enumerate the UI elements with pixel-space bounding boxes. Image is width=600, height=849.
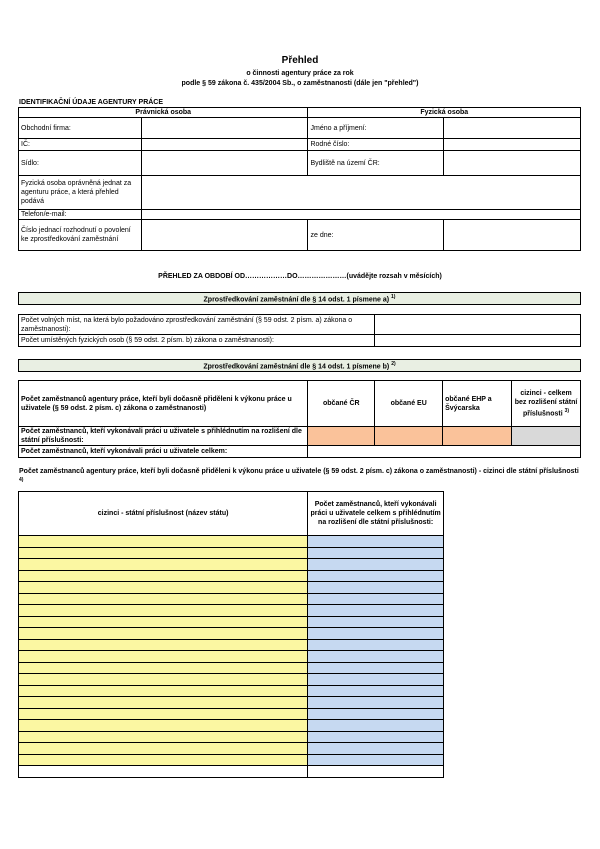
- foreigners-header: [512, 381, 581, 427]
- section-b-footnote-ref: 2): [391, 361, 396, 367]
- business-name-label: Obchodní firma:: [19, 118, 142, 139]
- table-row: [19, 697, 444, 709]
- employee-count-field[interactable]: [308, 616, 444, 628]
- table-row: [19, 628, 444, 640]
- foreigners-footnote-ref: 3): [564, 407, 570, 414]
- table-row: [19, 536, 444, 548]
- from-date-label: ze dne:: [308, 220, 444, 251]
- vacancies-field[interactable]: [375, 315, 581, 335]
- employee-count-field[interactable]: [308, 605, 444, 617]
- employee-count-field[interactable]: [308, 662, 444, 674]
- foreigners-table: [18, 491, 444, 778]
- table-row: [19, 605, 444, 617]
- citizenship-field[interactable]: [19, 628, 308, 640]
- employee-count-field[interactable]: [308, 697, 444, 709]
- foreigners-header-text: cizinci - celkem bez rozlišení státní příslušnosti: [514, 389, 578, 418]
- title-line-2: podle § 59 zákona č. 435/2004 Sb., o zaměstnanosti (dále jen "přehled"): [181, 80, 419, 87]
- employee-count-field[interactable]: [308, 754, 444, 766]
- employee-count-field[interactable]: [308, 628, 444, 640]
- table-row: [19, 616, 444, 628]
- from-date-field[interactable]: [444, 220, 581, 251]
- birth-number-label: Rodné číslo:: [308, 139, 444, 151]
- section-c-footnote-ref: 4): [19, 477, 24, 483]
- employee-count-field[interactable]: [308, 536, 444, 548]
- ico-label: IČ:: [19, 139, 142, 151]
- placed-persons-label: Počet umístěných fyzických osob (§ 59 odst. 2 písm. b) zákona o zaměstnanosti):: [19, 335, 375, 347]
- employee-count-field[interactable]: [308, 582, 444, 594]
- citizenship-field[interactable]: [19, 651, 308, 663]
- section-b-heading: [19, 360, 581, 372]
- table-row: [19, 708, 444, 720]
- assigned-employees-header: Počet zaměstnanců agentury práce, kteří byli dočasně přiděleni k výkonu práce u uživatele (§ 59 odst. 2 písm. c) zákona o zaměstnanosti): [19, 381, 308, 427]
- total-employees-field[interactable]: [308, 446, 581, 458]
- eea-citizens-header: občané EHP a Švýcarska: [443, 381, 512, 427]
- by-citizenship-eea-field[interactable]: [443, 427, 512, 446]
- section-a-table: [18, 314, 581, 347]
- section-c-heading: [19, 467, 579, 487]
- reference-number-label: Číslo jednací rozhodnutí o povolení ke zprostředkování zaměstnání: [19, 220, 142, 251]
- birth-number-field[interactable]: [444, 139, 581, 151]
- citizenship-field[interactable]: [19, 559, 308, 571]
- employee-count-field[interactable]: [308, 685, 444, 697]
- table-row: [19, 570, 444, 582]
- table-row: [19, 685, 444, 697]
- phone-email-label: Telefon/e-mail:: [19, 210, 142, 220]
- citizenship-field[interactable]: [19, 593, 308, 605]
- section-c-heading-text: Počet zaměstnanců agentury práce, kteří byli dočasně přiděleni k výkonu práce u uživatele (§ 59 odst. 2 písm. c) zákona o zaměstnanosti) - cizinci dle státní příslušnosti: [19, 468, 579, 475]
- employee-count-column-header: Počet zaměstnanců, kteří vykonávali práci u uživatele celkem s přihlédnutím na rozlišení dle státní příslušnosti:: [308, 492, 444, 536]
- section-a-heading: [19, 293, 581, 305]
- employee-count-field[interactable]: [308, 593, 444, 605]
- phone-email-field[interactable]: [141, 210, 580, 220]
- table-row: [19, 662, 444, 674]
- placed-persons-field[interactable]: [375, 335, 581, 347]
- table-row: [19, 547, 444, 559]
- by-citizenship-cz-field[interactable]: [308, 427, 375, 446]
- employee-count-field[interactable]: [308, 720, 444, 732]
- citizenship-field[interactable]: [19, 536, 308, 548]
- citizenship-field[interactable]: [19, 731, 308, 743]
- citizenship-field[interactable]: [19, 708, 308, 720]
- citizenship-field[interactable]: [19, 570, 308, 582]
- section-b-heading-text: Zprostředkování zaměstnání dle § 14 odst. 1 písmene b): [203, 363, 390, 371]
- authorized-person-field[interactable]: [141, 176, 580, 210]
- identification-table: [18, 107, 581, 251]
- citizenship-field[interactable]: [19, 674, 308, 686]
- legal-person-header: Právnická osoba: [19, 108, 308, 118]
- citizenship-field[interactable]: [19, 547, 308, 559]
- citizenship-field[interactable]: [19, 754, 308, 766]
- citizenship-field[interactable]: [19, 639, 308, 651]
- period-line: PŘEHLED ZA OBDOBÍ OD………………DO…………………(uvádějte rozsah v měsících): [158, 273, 442, 280]
- seat-field[interactable]: [141, 151, 308, 176]
- name-surname-field[interactable]: [444, 118, 581, 139]
- section-a-header-box: [18, 292, 581, 305]
- vacancies-label: Počet volných míst, na která bylo požadováno zprostředkování zaměstnání (§ 59 odst. 2 písm. a) zákona o zaměstnanosti):: [19, 315, 375, 335]
- authorized-person-label: Fyzická osoba oprávněná jednat za agenturu práce, a která přehled podává: [19, 176, 142, 210]
- table-row: [19, 720, 444, 732]
- employee-count-field[interactable]: [308, 708, 444, 720]
- seat-label: Sídlo:: [19, 151, 142, 176]
- name-surname-label: Jméno a příjmení:: [308, 118, 444, 139]
- table-row: [19, 754, 444, 766]
- eu-citizens-header: občané EU: [375, 381, 443, 427]
- citizenship-field[interactable]: [19, 697, 308, 709]
- title-line-1: o činnosti agentury práce za rok: [246, 70, 354, 77]
- section-b-header-box: [18, 359, 581, 372]
- section-a-heading-text: Zprostředkování zaměstnání dle § 14 odst. 1 písmene a): [203, 296, 390, 304]
- page-title: Přehled: [281, 55, 319, 66]
- citizenship-field[interactable]: [19, 720, 308, 732]
- table-row: [19, 731, 444, 743]
- table-row: [19, 743, 444, 755]
- by-citizenship-eu-field[interactable]: [375, 427, 443, 446]
- employee-count-field[interactable]: [308, 766, 444, 778]
- employee-count-field[interactable]: [308, 743, 444, 755]
- business-name-field[interactable]: [141, 118, 308, 139]
- section-a-footnote-ref: 1): [391, 294, 396, 300]
- table-row: [19, 766, 444, 778]
- residence-label: Bydliště na území ČR:: [308, 151, 444, 176]
- citizenship-column-header: cizinci - státní příslušnost (název státu): [19, 492, 308, 536]
- employee-count-field[interactable]: [308, 570, 444, 582]
- citizenship-field[interactable]: [19, 605, 308, 617]
- residence-field[interactable]: [444, 151, 581, 176]
- ico-field[interactable]: [141, 139, 308, 151]
- citizenship-field[interactable]: [19, 582, 308, 594]
- reference-number-field[interactable]: [141, 220, 308, 251]
- cz-citizens-header: občané ČR: [308, 381, 375, 427]
- citizenship-field[interactable]: [19, 685, 308, 697]
- identification-heading: IDENTIFIKAČNÍ ÚDAJE AGENTURY PRÁCE: [19, 99, 164, 106]
- total-employees-label: Počet zaměstnanců, kteří vykonávali práci u uživatele celkem:: [19, 446, 308, 458]
- table-row: [19, 651, 444, 663]
- citizenship-field[interactable]: [19, 743, 308, 755]
- by-citizenship-label: Počet zaměstnanců, kteří vykonávali práci u uživatele s přihlédnutím na rozlišení dle státní příslušnosti:: [19, 427, 308, 446]
- employee-count-field[interactable]: [308, 651, 444, 663]
- table-row: [19, 559, 444, 571]
- employee-count-field[interactable]: [308, 674, 444, 686]
- table-row: [19, 582, 444, 594]
- employee-count-field[interactable]: [308, 559, 444, 571]
- citizenship-field[interactable]: [19, 662, 308, 674]
- citizenship-field[interactable]: [19, 616, 308, 628]
- section-b-table: [18, 380, 581, 458]
- employee-count-field[interactable]: [308, 547, 444, 559]
- employee-count-field[interactable]: [308, 639, 444, 651]
- employee-count-field[interactable]: [308, 731, 444, 743]
- natural-person-header: Fyzická osoba: [308, 108, 581, 118]
- citizenship-field[interactable]: [19, 766, 308, 778]
- table-row: [19, 639, 444, 651]
- table-row: [19, 593, 444, 605]
- by-citizenship-foreign-field: [512, 427, 581, 446]
- table-row: [19, 674, 444, 686]
